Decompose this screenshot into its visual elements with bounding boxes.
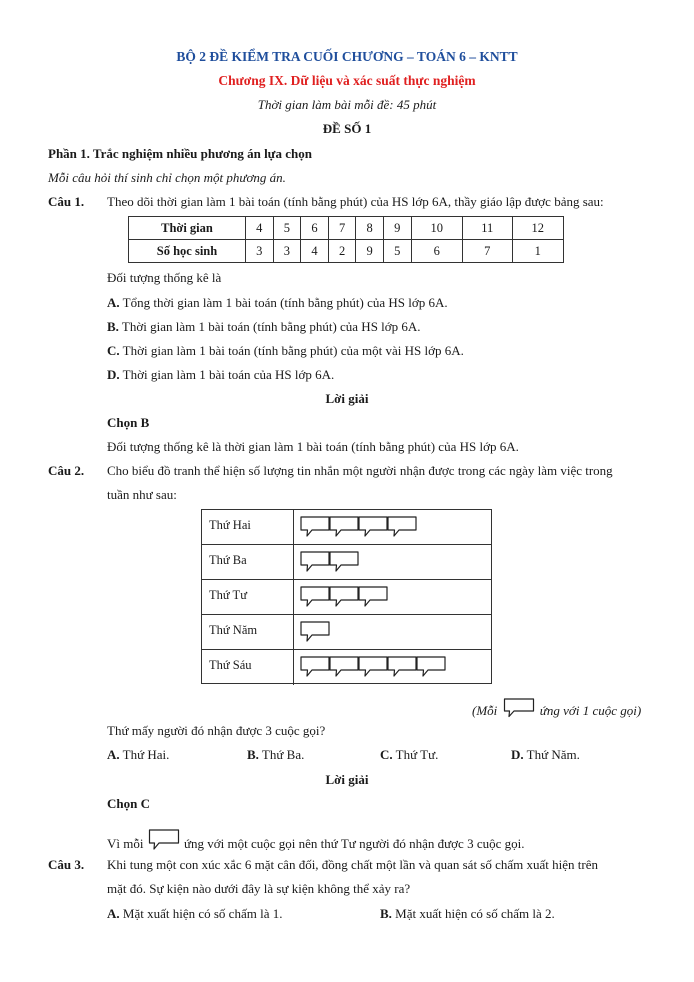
table-cell: 2 bbox=[328, 240, 356, 263]
pictograph-row bbox=[202, 545, 491, 580]
speech-bubble-icon bbox=[301, 657, 329, 676]
option-key: A. bbox=[107, 747, 120, 762]
table-cell: 9 bbox=[383, 217, 411, 240]
q1-explanation: Đối tượng thống kê là thời gian làm 1 bài toán (tính bằng phút) của HS lớp 6A. bbox=[107, 439, 519, 454]
table-cell: 6 bbox=[301, 217, 329, 240]
legend-suffix: ứng với 1 cuộc gọi) bbox=[539, 703, 642, 718]
table-cell: 7 bbox=[462, 240, 512, 263]
option-key: A. bbox=[107, 295, 120, 310]
chapter-title: Chương IX. Dữ liệu và xác suất thực nghiệm bbox=[218, 73, 476, 88]
table-cell: 3 bbox=[273, 240, 301, 263]
pictograph-day-label: Thứ Sáu bbox=[202, 650, 294, 685]
option-key: D. bbox=[511, 747, 524, 762]
q2-question: Thứ mấy người đó nhận được 3 cuộc gọi? bbox=[107, 723, 326, 738]
speech-bubble-icon bbox=[148, 828, 180, 852]
q1-option-b bbox=[107, 319, 421, 335]
option-text: Thứ Năm. bbox=[523, 747, 580, 762]
pictograph-icons bbox=[300, 548, 362, 576]
pictograph bbox=[201, 509, 492, 684]
pictograph-icons bbox=[300, 583, 391, 611]
pictograph-row bbox=[202, 510, 491, 545]
q2-text-line1: Cho biểu đồ tranh thể hiện số lượng tin nhắn một người nhận được trong các ngày làm việc trong bbox=[107, 463, 613, 478]
expl-suffix: ứng với một cuộc gọi nên thứ Tư người đó nhận được 3 cuộc gọi. bbox=[183, 836, 525, 851]
option-text: Thứ Ba. bbox=[258, 747, 305, 762]
q1-text: Theo dõi thời gian làm 1 bài toán (tính bằng phút) của HS lớp 6A, thầy giáo lập được bảng sau: bbox=[107, 194, 604, 209]
option-text: Thời gian làm 1 bài toán của HS lớp 6A. bbox=[119, 367, 335, 382]
speech-bubble-icon bbox=[301, 587, 329, 606]
pictograph-day-label: Thứ Tư bbox=[202, 580, 294, 614]
option-key: C. bbox=[380, 747, 393, 762]
q1-choice: Chọn B bbox=[107, 415, 150, 430]
expl-prefix: Vì mỗi bbox=[107, 836, 144, 851]
table-cell: 5 bbox=[383, 240, 411, 263]
q1-option-c bbox=[107, 343, 464, 359]
option-text: Thời gian làm 1 bài toán (tính bằng phút) của HS lớp 6A. bbox=[118, 319, 421, 334]
table-cell: 11 bbox=[462, 217, 512, 240]
table-cell: 8 bbox=[356, 217, 384, 240]
table-row bbox=[129, 217, 564, 240]
option-text: Thời gian làm 1 bài toán (tính bằng phút) của một vài HS lớp 6A. bbox=[119, 343, 464, 358]
q1-option-d bbox=[107, 367, 334, 383]
speech-bubble-icon bbox=[330, 552, 358, 571]
q1-label: Câu 1. bbox=[48, 194, 85, 209]
pictograph-day-label: Thứ Hai bbox=[202, 510, 294, 544]
table-row-header: Thời gian bbox=[129, 217, 246, 240]
option-key: B. bbox=[107, 319, 119, 334]
option-text: Tổng thời gian làm 1 bài toán (tính bằng phút) của HS lớp 6A. bbox=[119, 295, 448, 310]
q1-data-table bbox=[128, 216, 564, 263]
q3-text-line2: mặt đó. Sự kiện nào dưới đây là sự kiện không thể xảy ra? bbox=[107, 881, 411, 896]
table-cell: 4 bbox=[246, 217, 274, 240]
table-cell: 4 bbox=[301, 240, 329, 263]
pictograph-icons bbox=[300, 618, 333, 646]
table-cell: 3 bbox=[246, 240, 274, 263]
time-limit: Thời gian làm bài mỗi đề: 45 phút bbox=[257, 97, 437, 112]
speech-bubble-icon bbox=[301, 622, 329, 641]
table-cell: 7 bbox=[328, 217, 356, 240]
pictograph-icons bbox=[300, 653, 449, 681]
table-row-header: Số học sinh bbox=[129, 240, 246, 263]
speech-bubble-icon bbox=[301, 517, 329, 536]
table-row bbox=[129, 240, 564, 263]
exam-number: ĐỀ SỐ 1 bbox=[322, 121, 372, 136]
document-title: BỘ 2 ĐỀ KIỂM TRA CUỐI CHƯƠNG – TOÁN 6 – KNTT bbox=[176, 49, 518, 64]
legend-prefix: (Mỗi bbox=[472, 703, 498, 718]
speech-bubble-icon bbox=[503, 697, 535, 719]
q3-text-line1: Khi tung một con xúc xắc 6 mặt cân đối, đồng chất một lần và quan sát số chấm xuất hiện trên bbox=[107, 857, 598, 872]
q2-choice: Chọn C bbox=[107, 796, 150, 811]
option-key: B. bbox=[247, 747, 259, 762]
speech-bubble-icon bbox=[359, 657, 387, 676]
q1-solution-title: Lời giải bbox=[325, 391, 369, 406]
table-cell: 12 bbox=[512, 217, 563, 240]
speech-bubble-icon bbox=[417, 657, 445, 676]
q2-option-b bbox=[247, 747, 304, 763]
pictograph-icons bbox=[300, 513, 420, 541]
section-note: Mỗi câu hỏi thí sinh chỉ chọn một phương án. bbox=[48, 170, 286, 185]
table-cell: 10 bbox=[411, 217, 462, 240]
speech-bubble-icon bbox=[359, 587, 387, 606]
pictograph-row bbox=[202, 650, 491, 685]
speech-bubble-icon bbox=[301, 552, 329, 571]
speech-bubble-icon bbox=[359, 517, 387, 536]
q2-option-a bbox=[107, 747, 169, 763]
q3-label: Câu 3. bbox=[48, 857, 85, 872]
q2-explanation bbox=[107, 828, 524, 852]
q2-option-c bbox=[380, 747, 438, 763]
option-text: Mặt xuất hiện có số chấm là 2. bbox=[391, 906, 555, 921]
q3-option-b bbox=[380, 906, 555, 922]
q2-legend bbox=[472, 697, 641, 719]
section-title: Phần 1. Trắc nghiệm nhiều phương án lựa chọn bbox=[48, 146, 312, 161]
pictograph-day-label: Thứ Ba bbox=[202, 545, 294, 579]
q3-option-a bbox=[107, 906, 282, 922]
speech-bubble-icon bbox=[388, 517, 416, 536]
speech-bubble-icon bbox=[330, 517, 358, 536]
q1-option-a bbox=[107, 295, 448, 311]
q2-option-d bbox=[511, 747, 580, 763]
pictograph-day-label: Thứ Năm bbox=[202, 615, 294, 649]
table-cell: 1 bbox=[512, 240, 563, 263]
q2-label: Câu 2. bbox=[48, 463, 85, 478]
option-text: Thứ Tư. bbox=[392, 747, 439, 762]
speech-bubble-icon bbox=[330, 657, 358, 676]
option-text: Mặt xuất hiện có số chấm là 1. bbox=[119, 906, 283, 921]
table-cell: 5 bbox=[273, 217, 301, 240]
speech-bubble-icon bbox=[388, 657, 416, 676]
q2-solution-title: Lời giải bbox=[325, 772, 369, 787]
option-text: Thứ Hai. bbox=[119, 747, 170, 762]
table-cell: 9 bbox=[356, 240, 384, 263]
q2-text-line2: tuần như sau: bbox=[107, 487, 177, 502]
q1-prompt: Đối tượng thống kê là bbox=[107, 270, 222, 285]
option-key: C. bbox=[107, 343, 120, 358]
speech-bubble-icon bbox=[330, 587, 358, 606]
table-cell: 6 bbox=[411, 240, 462, 263]
pictograph-row bbox=[202, 615, 491, 650]
pictograph-row bbox=[202, 580, 491, 615]
option-key: A. bbox=[107, 906, 120, 921]
option-key: D. bbox=[107, 367, 120, 382]
option-key: B. bbox=[380, 906, 392, 921]
